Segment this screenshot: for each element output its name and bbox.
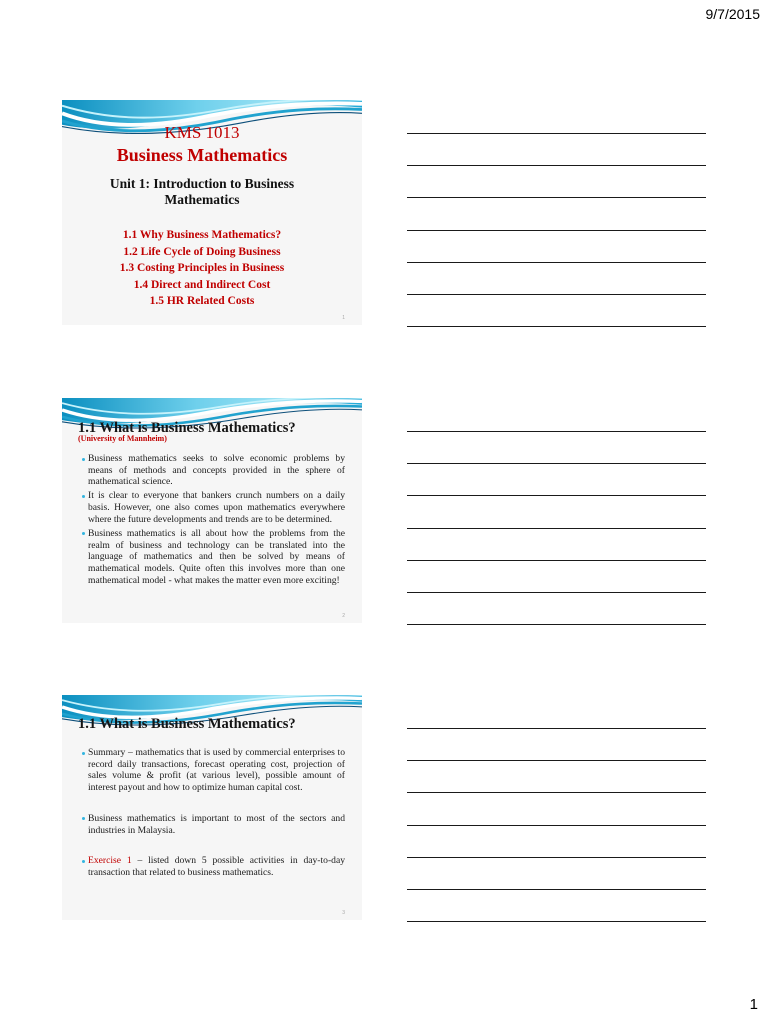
- bullet-icon: [82, 817, 85, 820]
- bullet-icon: [82, 495, 85, 498]
- note-line: [407, 760, 706, 761]
- bullet-text: It is clear to everyone that bankers crunch numbers on a daily basis. However, one also comes upon mathematics everywhere where the future developments and trends are to be determined.: [88, 490, 345, 525]
- exercise-bullet: [88, 855, 345, 878]
- bullet-list: [88, 747, 345, 898]
- note-line: [407, 825, 706, 826]
- note-line: [407, 463, 706, 464]
- bullet-item: [88, 490, 345, 525]
- note-line: [407, 889, 706, 890]
- slide-2: [62, 398, 362, 623]
- exercise-text: – listed down 5 possible activities in day-to-day transaction that related to business mathematics.: [88, 855, 345, 878]
- note-line: [407, 326, 706, 327]
- bullet-item: [88, 813, 345, 836]
- note-line: [407, 592, 706, 593]
- note-line: [407, 262, 706, 263]
- note-line: [407, 133, 706, 134]
- note-line: [407, 792, 706, 793]
- slide-title: 1.1 What is Business Mathematics?: [78, 420, 296, 436]
- unit-title-line: Mathematics: [164, 192, 240, 207]
- note-line: [407, 431, 706, 432]
- bullet-list: [88, 453, 345, 589]
- topic-item: 1.5 HR Related Costs: [149, 295, 255, 307]
- topic-item: 1.1 Why Business Mathematics?: [122, 229, 282, 241]
- slide-number: 3: [342, 910, 345, 916]
- bullet-icon: [82, 458, 85, 461]
- bullet-item: [88, 747, 345, 794]
- bullet-item: [88, 453, 345, 488]
- note-line: [407, 528, 706, 529]
- print-date: 9/7/2015: [705, 6, 760, 22]
- note-line: [407, 197, 706, 198]
- note-line: [407, 728, 706, 729]
- note-line: [407, 624, 706, 625]
- bullet-item: [88, 528, 345, 587]
- slide-3: [62, 695, 362, 920]
- slide-title: 1.1 What is Business Mathematics?: [78, 716, 296, 732]
- bullet-text: Business mathematics seeks to solve economic problems by means of methods and concepts provided in the sphere of mathematical science.: [88, 453, 345, 488]
- note-line: [407, 921, 706, 922]
- bullet-icon: [82, 752, 85, 755]
- slide-number: 1: [342, 315, 345, 321]
- note-line: [407, 495, 706, 496]
- note-line: [407, 857, 706, 858]
- note-line: [407, 230, 706, 231]
- note-line: [407, 560, 706, 561]
- bullet-text: Business mathematics is important to most of the sectors and industries in Malaysia.: [88, 812, 345, 836]
- page-number: 1: [749, 996, 758, 1013]
- bullet-icon: [82, 860, 85, 863]
- bullet-icon: [82, 532, 85, 535]
- course-code: KMS 1013: [164, 123, 240, 142]
- bullet-text: Summary – mathematics that is used by commercial enterprises to record daily transactions, forecast operating cost, projection of sales volume & profit (at various level), possible amount of interest payout and how to optimize human capital cost.: [88, 747, 345, 794]
- unit-title-line: Unit 1: Introduction to Business: [109, 176, 295, 191]
- source-citation: (University of Mannheim): [78, 434, 167, 443]
- course-title: Business Mathematics: [116, 145, 288, 165]
- slide-number: 2: [342, 613, 345, 619]
- note-line: [407, 165, 706, 166]
- bullet-text: Business mathematics is all about how the problems from the realm of business and technology can be translated into the language of mathematics and then be solved by means of mathematical models. Quite often this involves more than one mathematical model - what makes the matter even more exciting!: [88, 527, 345, 586]
- exercise-label: Exercise 1: [88, 855, 132, 867]
- topic-item: 1.2 Life Cycle of Doing Business: [123, 245, 281, 258]
- note-line: [407, 294, 706, 295]
- topic-item: 1.4 Direct and Indirect Cost: [133, 278, 271, 291]
- topic-item: 1.3 Costing Principles in Business: [119, 262, 285, 274]
- slide-1: [62, 100, 362, 325]
